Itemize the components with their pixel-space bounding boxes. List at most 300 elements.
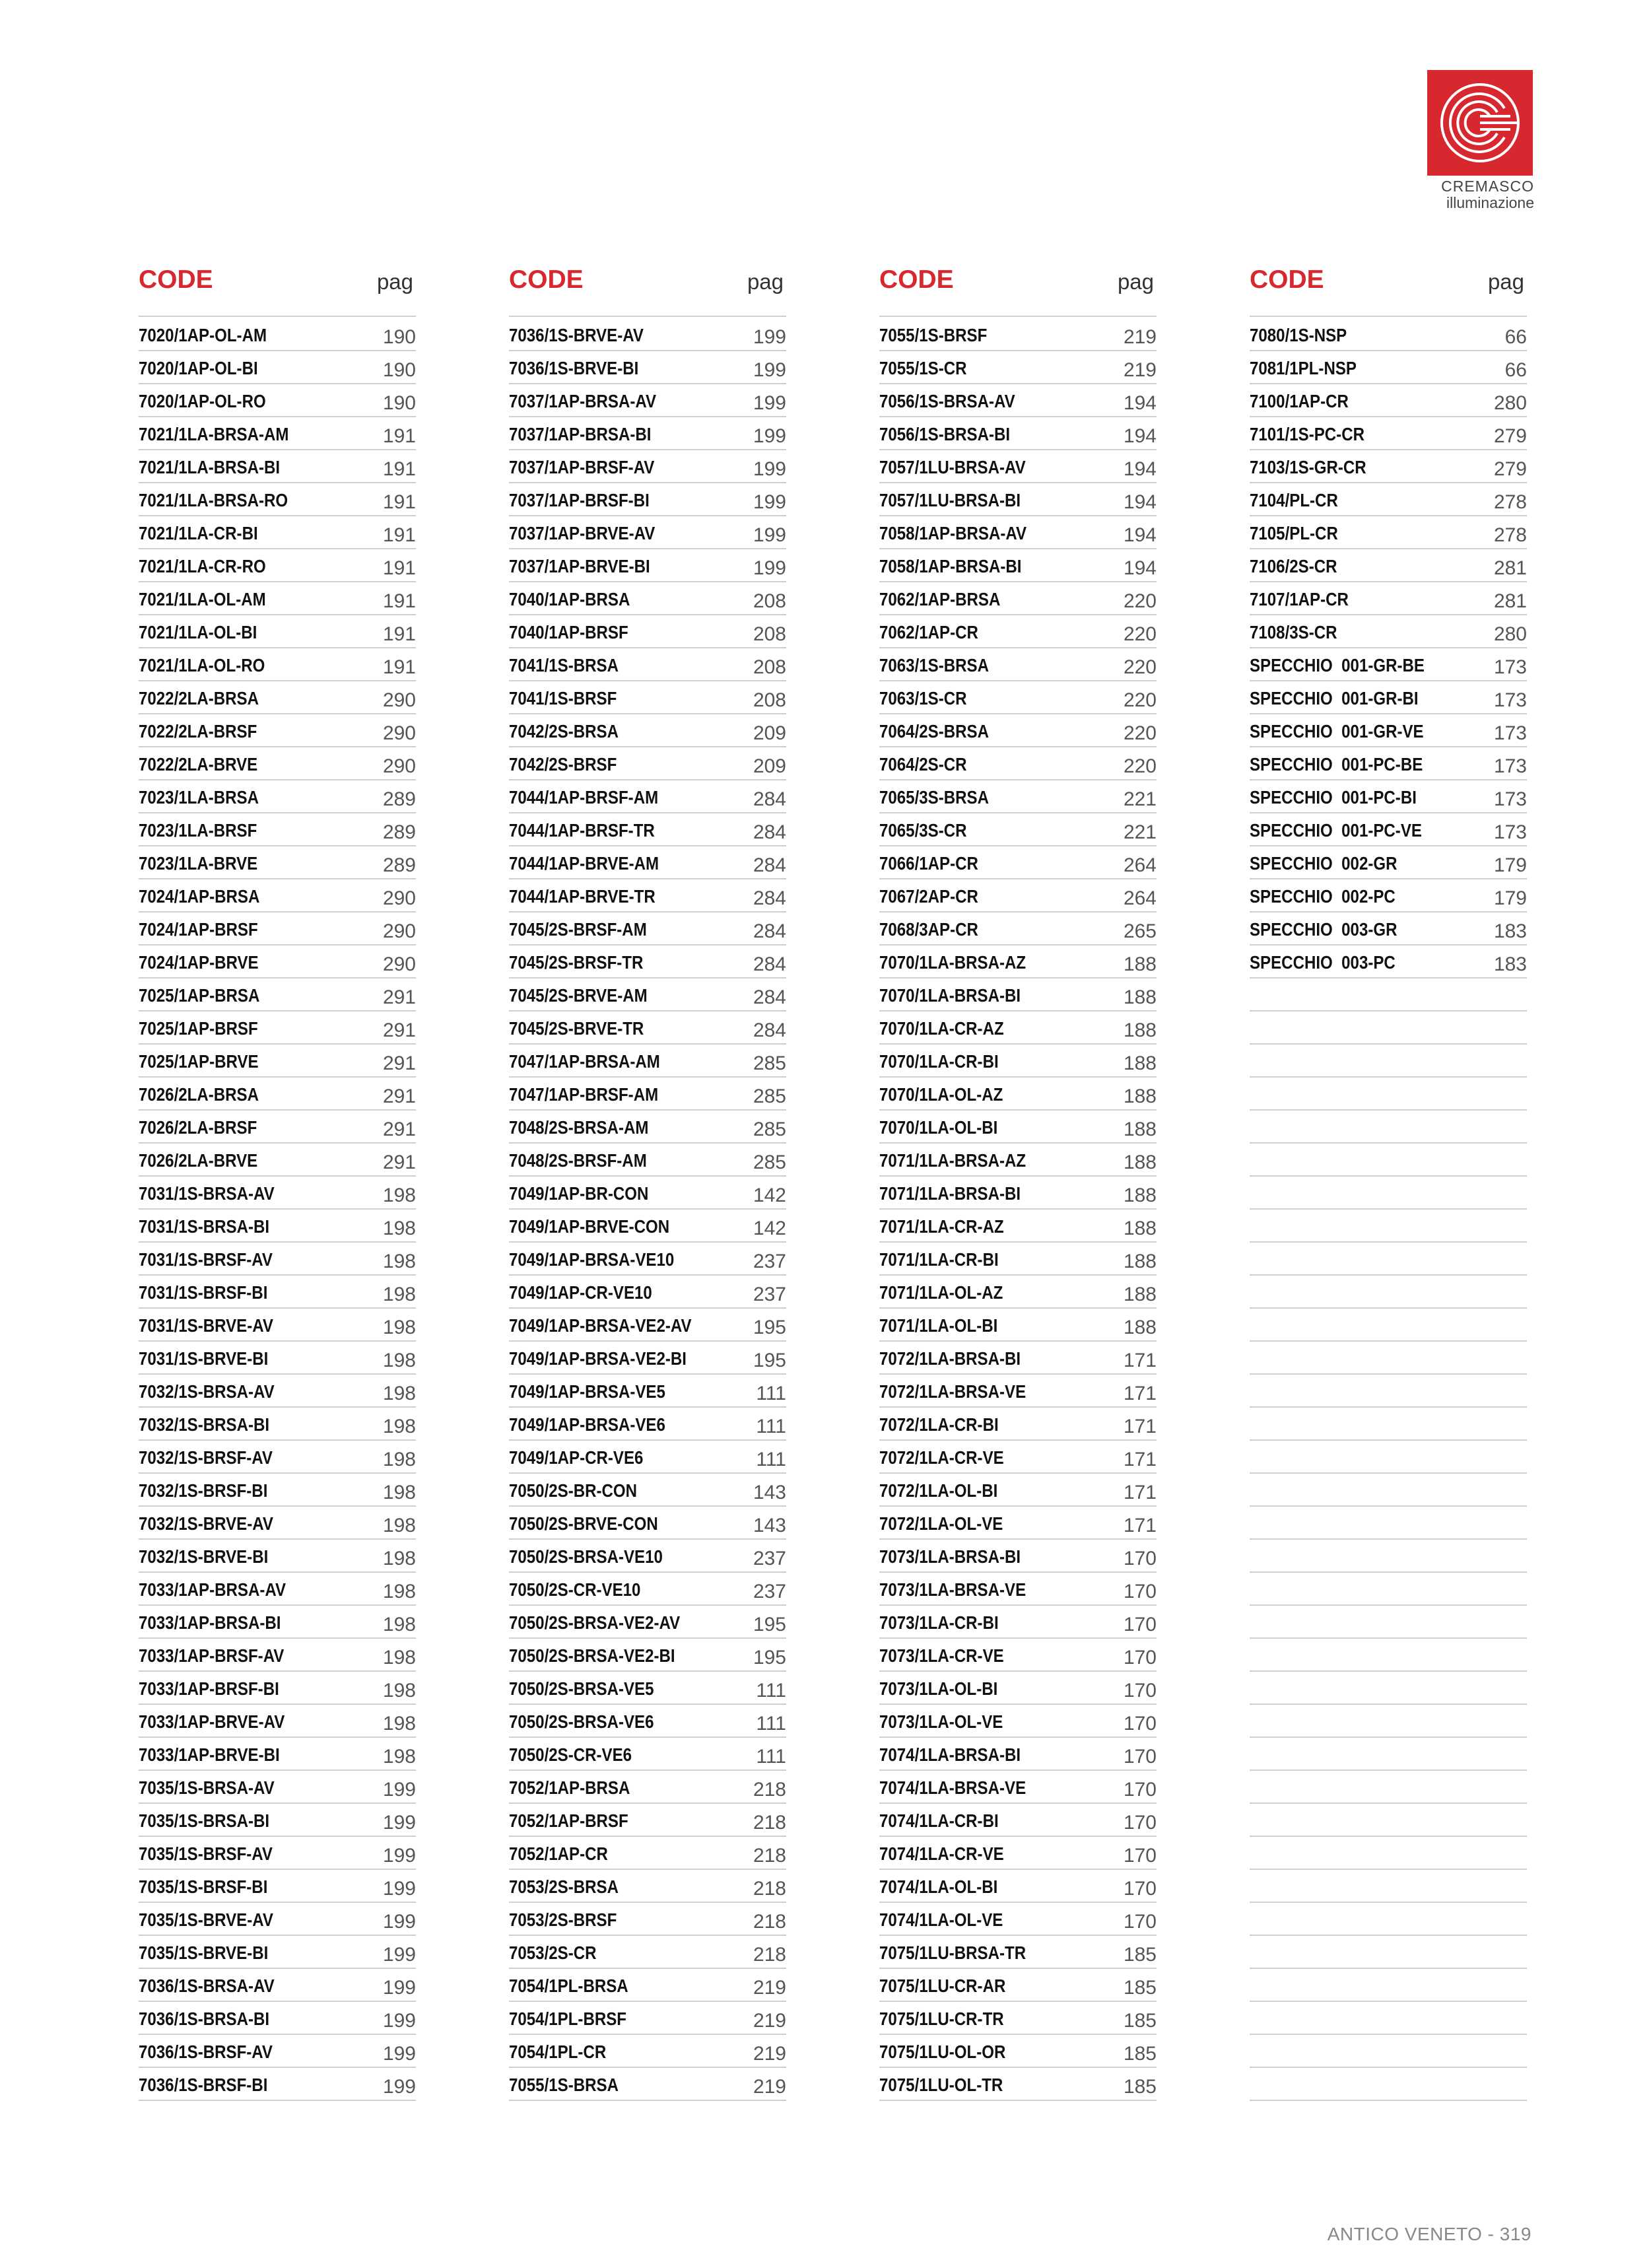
code-row: [1250, 813, 1527, 846]
product-code: 7072/1LA-OL-VE: [879, 1513, 1003, 1534]
page-number: 237: [753, 1251, 786, 1272]
product-code: 7024/1AP-BRVE: [139, 952, 259, 973]
empty-row: [1250, 2035, 1527, 2068]
product-code: SPECCHIO 001-PC-BE: [1250, 754, 1423, 774]
code-row: [879, 1474, 1157, 1507]
column-header: [509, 264, 786, 317]
code-row: [879, 1969, 1157, 2002]
product-code: 7053/2S-CR: [509, 1942, 597, 1963]
code-column-4: [1250, 264, 1527, 2101]
product-code: 7057/1LU-BRSA-BI: [879, 490, 1021, 510]
code-row: [139, 1804, 416, 1837]
page-number: 191: [382, 623, 416, 645]
product-code: 7105/PL-CR: [1250, 523, 1338, 543]
product-code: 7050/2S-BRSA-VE5: [509, 1678, 654, 1699]
product-code: 7071/1LA-CR-AZ: [879, 1216, 1004, 1237]
code-row: [879, 1342, 1157, 1375]
page-number: 220: [1123, 755, 1157, 777]
code-row: [139, 1012, 416, 1045]
product-code: 7070/1LA-OL-BI: [879, 1117, 998, 1138]
page-number: 284: [753, 854, 786, 876]
page-number: 199: [753, 557, 786, 579]
page-number: 198: [382, 1713, 416, 1735]
code-row: [1250, 648, 1527, 681]
code-heading: CODE: [509, 265, 584, 294]
product-code: 7033/1AP-BRVE-AV: [139, 1711, 285, 1732]
product-code: 7067/2AP-CR: [879, 886, 978, 907]
code-heading: CODE: [879, 265, 954, 294]
product-code: 7058/1AP-BRSA-AV: [879, 523, 1027, 543]
product-code: 7045/2S-BRVE-AM: [509, 985, 648, 1006]
page-number: 220: [1123, 689, 1157, 711]
product-code: 7081/1PL-NSP: [1250, 358, 1357, 378]
code-list: [879, 317, 1157, 2101]
empty-row: [1250, 1837, 1527, 1870]
page-number: 278: [1493, 524, 1527, 546]
code-row: [1250, 846, 1527, 879]
product-code: 7045/2S-BRSF-AM: [509, 919, 647, 940]
code-row: [879, 1408, 1157, 1441]
product-code: 7070/1LA-BRSA-AZ: [879, 952, 1026, 973]
product-code: 7049/1AP-BRSA-VE6: [509, 1414, 665, 1435]
code-row: [509, 351, 786, 384]
product-code: 7075/1LU-BRSA-TR: [879, 1942, 1026, 1963]
code-row: [879, 1606, 1157, 1639]
page-number: 191: [382, 458, 416, 480]
product-code: 7022/2LA-BRVE: [139, 754, 258, 774]
page-number: 190: [382, 392, 416, 414]
page-number: 194: [1123, 557, 1157, 579]
empty-row: [1250, 1441, 1527, 1474]
product-code: SPECCHIO 001-GR-BI: [1250, 688, 1419, 708]
product-code: 7071/1LA-BRSA-AZ: [879, 1150, 1026, 1171]
code-row: [139, 2002, 416, 2035]
page-number: 218: [753, 1779, 786, 1801]
page-number: 198: [382, 1350, 416, 1371]
code-row: [139, 384, 416, 417]
product-code: 7049/1AP-BRVE-CON: [509, 1216, 670, 1237]
product-code: 7040/1AP-BRSF: [509, 622, 628, 642]
page-number: 198: [382, 1614, 416, 1635]
page-number: 171: [1123, 1416, 1157, 1437]
page-number: 290: [382, 689, 416, 711]
page-number: 170: [1123, 1911, 1157, 1933]
code-row: [879, 1144, 1157, 1177]
code-row: [139, 1045, 416, 1078]
page-number: 237: [753, 1548, 786, 1569]
product-code: 7073/1LA-CR-VE: [879, 1645, 1004, 1666]
page-number: 290: [382, 887, 416, 909]
product-code: 7035/1S-BRSA-AV: [139, 1777, 275, 1798]
page-number: 190: [382, 359, 416, 381]
product-code: 7073/1LA-BRSA-VE: [879, 1579, 1026, 1600]
code-column-2: [509, 264, 786, 2101]
product-code: 7050/2S-BRVE-CON: [509, 1513, 658, 1534]
code-row: [1250, 450, 1527, 483]
code-row: [879, 2068, 1157, 2101]
page-number: 188: [1123, 1085, 1157, 1107]
code-row: [509, 2035, 786, 2068]
product-code: 7023/1LA-BRSA: [139, 787, 259, 808]
code-row: [139, 483, 416, 516]
code-row: [1250, 945, 1527, 979]
page-heading: pag: [1487, 269, 1524, 294]
product-code: 7071/1LA-OL-AZ: [879, 1282, 1003, 1303]
page-number: 284: [753, 986, 786, 1008]
code-row: [509, 1639, 786, 1672]
empty-row: [1250, 1969, 1527, 2002]
page-number: 284: [753, 920, 786, 942]
page-number: 219: [1123, 326, 1157, 348]
page-number: 290: [382, 920, 416, 942]
code-row: [509, 615, 786, 648]
product-code: 7055/1S-CR: [879, 358, 967, 378]
code-row: [139, 1870, 416, 1903]
code-row: [139, 417, 416, 450]
page-number: 264: [1123, 887, 1157, 909]
code-row: [879, 813, 1157, 846]
page-number: 171: [1123, 1449, 1157, 1470]
product-code: 7020/1AP-OL-RO: [139, 391, 266, 411]
page-number: 285: [753, 1052, 786, 1074]
code-row: [139, 1507, 416, 1540]
product-code: 7021/1LA-CR-BI: [139, 523, 258, 543]
code-column-3: [879, 264, 1157, 2101]
product-code: 7032/1S-BRSF-AV: [139, 1447, 273, 1468]
code-row: [879, 318, 1157, 351]
code-row: [879, 1276, 1157, 1309]
code-row: [139, 582, 416, 615]
product-code: SPECCHIO 001-PC-BI: [1250, 787, 1417, 808]
code-row: [139, 879, 416, 912]
page-number: 199: [753, 524, 786, 546]
product-code: 7070/1LA-OL-AZ: [879, 1084, 1003, 1105]
code-row: [139, 1078, 416, 1111]
code-row: [509, 318, 786, 351]
page-number: 218: [753, 1911, 786, 1933]
code-row: [139, 1408, 416, 1441]
page-number: 170: [1123, 1614, 1157, 1635]
page-number: 171: [1123, 1350, 1157, 1371]
page-number: 173: [1493, 755, 1527, 777]
code-row: [879, 1309, 1157, 1342]
product-code: 7024/1AP-BRSA: [139, 886, 260, 907]
page-number: 285: [753, 1085, 786, 1107]
product-code: 7045/2S-BRSF-TR: [509, 952, 644, 973]
empty-row: [1250, 1408, 1527, 1441]
page-footer: ANTICO VENETO - 319: [1327, 2224, 1531, 2244]
product-code: 7063/1S-CR: [879, 688, 967, 708]
code-row: [879, 1639, 1157, 1672]
product-code: 7036/1S-BRSF-BI: [139, 2075, 268, 2095]
product-code: 7052/1AP-CR: [509, 1843, 608, 1864]
page-number: 188: [1123, 1317, 1157, 1338]
product-code: 7074/1LA-BRSA-BI: [879, 1744, 1021, 1765]
product-code: 7033/1AP-BRSF-BI: [139, 1678, 279, 1699]
product-code: 7048/2S-BRSF-AM: [509, 1150, 647, 1171]
product-code: 7032/1S-BRSF-BI: [139, 1480, 268, 1501]
page-number: 199: [382, 2076, 416, 2098]
code-row: [509, 813, 786, 846]
code-row: [509, 1276, 786, 1309]
code-row: [1250, 384, 1527, 417]
code-row: [879, 549, 1157, 582]
page-number: 185: [1123, 2076, 1157, 2098]
code-row: [879, 582, 1157, 615]
page-number: 199: [753, 326, 786, 348]
page-number: 198: [382, 1647, 416, 1668]
code-row: [139, 1342, 416, 1375]
empty-row: [1250, 1111, 1527, 1144]
product-code: 7036/1S-BRVE-AV: [509, 325, 644, 345]
code-row: [879, 1375, 1157, 1408]
code-row: [509, 780, 786, 813]
page-number: 143: [753, 1482, 786, 1503]
product-code: 7108/3S-CR: [1250, 622, 1337, 642]
product-code: 7026/2LA-BRSF: [139, 1117, 257, 1138]
page-number: 188: [1123, 1019, 1157, 1041]
code-row: [139, 846, 416, 879]
page-number: 170: [1123, 1647, 1157, 1668]
page-number: 188: [1123, 1151, 1157, 1173]
page-number: 209: [753, 722, 786, 744]
empty-row: [1250, 1606, 1527, 1639]
page-number: 66: [1504, 359, 1527, 381]
page-number: 188: [1123, 1218, 1157, 1239]
page-number: 142: [753, 1185, 786, 1206]
product-code: 7025/1AP-BRSA: [139, 985, 260, 1006]
product-code: 7056/1S-BRSA-AV: [879, 391, 1015, 411]
code-row: [1250, 582, 1527, 615]
product-code: 7044/1AP-BRSF-AM: [509, 787, 659, 808]
code-row: [879, 1078, 1157, 1111]
page-number: 209: [753, 755, 786, 777]
code-row: [509, 879, 786, 912]
code-row: [139, 780, 416, 813]
product-code: 7049/1AP-BRSA-VE10: [509, 1249, 675, 1270]
code-row: [509, 1210, 786, 1243]
code-row: [879, 747, 1157, 780]
page-number: 111: [756, 1416, 786, 1437]
page-number: 170: [1123, 1779, 1157, 1801]
code-row: [139, 912, 416, 945]
page-number: 170: [1123, 1878, 1157, 1900]
product-code: 7033/1AP-BRVE-BI: [139, 1744, 280, 1765]
page-number: 183: [1493, 953, 1527, 975]
product-code: 7073/1LA-BRSA-BI: [879, 1546, 1021, 1567]
code-row: [139, 615, 416, 648]
page-number: 199: [382, 1911, 416, 1933]
page-number: 290: [382, 755, 416, 777]
page-number: 199: [753, 425, 786, 447]
page-number: 170: [1123, 1746, 1157, 1768]
empty-row: [1250, 1936, 1527, 1969]
code-row: [139, 1936, 416, 1969]
code-row: [139, 1771, 416, 1804]
product-code: 7021/1LA-OL-BI: [139, 622, 257, 642]
code-row: [509, 1342, 786, 1375]
page-number: 171: [1123, 1515, 1157, 1536]
page-number: 185: [1123, 1977, 1157, 1999]
code-row: [879, 1540, 1157, 1573]
product-code: SPECCHIO 003-GR: [1250, 919, 1397, 940]
product-code: 7107/1AP-CR: [1250, 589, 1349, 609]
code-row: [139, 1276, 416, 1309]
page-number: 170: [1123, 1812, 1157, 1834]
page-number: 289: [382, 854, 416, 876]
code-row: [509, 450, 786, 483]
code-row: [139, 1837, 416, 1870]
product-code: 7042/2S-BRSA: [509, 721, 619, 741]
product-code: 7031/1S-BRSA-BI: [139, 1216, 270, 1237]
product-code: 7066/1AP-CR: [879, 853, 978, 874]
page-number: 284: [753, 887, 786, 909]
code-row: [139, 1111, 416, 1144]
empty-row: [1250, 1870, 1527, 1903]
empty-row: [1250, 1243, 1527, 1276]
code-row: [879, 780, 1157, 813]
page-number: 194: [1123, 458, 1157, 480]
page-number: 111: [756, 1383, 786, 1404]
code-row: [509, 417, 786, 450]
empty-row: [1250, 1375, 1527, 1408]
page-number: 198: [382, 1317, 416, 1338]
empty-row: [1250, 1045, 1527, 1078]
code-row: [879, 1045, 1157, 1078]
empty-row: [1250, 1210, 1527, 1243]
product-code: 7036/1S-BRVE-BI: [509, 358, 639, 378]
product-code: 7073/1LA-OL-BI: [879, 1678, 998, 1699]
code-row: [509, 1969, 786, 2002]
product-code: 7042/2S-BRSF: [509, 754, 617, 774]
page-number: 219: [1123, 359, 1157, 381]
code-row: [509, 945, 786, 979]
code-row: [139, 648, 416, 681]
product-code: 7056/1S-BRSA-BI: [879, 424, 1011, 444]
page-number: 194: [1123, 524, 1157, 546]
code-row: [139, 1672, 416, 1705]
page-heading: pag: [1117, 269, 1154, 294]
page-number: 284: [753, 821, 786, 843]
code-row: [139, 1540, 416, 1573]
code-row: [879, 516, 1157, 549]
code-row: [509, 1507, 786, 1540]
page-number: 221: [1123, 788, 1157, 810]
code-row: [509, 1441, 786, 1474]
code-list: [139, 317, 416, 2101]
page-number: 208: [753, 623, 786, 645]
empty-row: [1250, 1771, 1527, 1804]
page-number: 198: [382, 1284, 416, 1305]
product-code: 7063/1S-BRSA: [879, 655, 989, 675]
code-row: [139, 747, 416, 780]
product-code: SPECCHIO 001-GR-BE: [1250, 655, 1425, 675]
page-number: 111: [756, 1746, 786, 1768]
code-row: [509, 1837, 786, 1870]
code-row: [879, 1804, 1157, 1837]
page-number: 281: [1493, 557, 1527, 579]
page-number: 198: [382, 1185, 416, 1206]
page-number: 111: [756, 1680, 786, 1701]
product-code: 7021/1LA-CR-RO: [139, 556, 266, 576]
page-number: 291: [382, 1151, 416, 1173]
product-code: 7032/1S-BRVE-BI: [139, 1546, 269, 1567]
code-row: [1250, 549, 1527, 582]
product-code: 7073/1LA-OL-VE: [879, 1711, 1003, 1732]
product-code: 7040/1AP-BRSA: [509, 589, 630, 609]
code-row: [139, 450, 416, 483]
page-number: 170: [1123, 1713, 1157, 1735]
page-number: 194: [1123, 425, 1157, 447]
page-number: 278: [1493, 491, 1527, 513]
brand-subtitle: illuminazione: [1446, 194, 1534, 211]
product-code: 7071/1LA-BRSA-BI: [879, 1183, 1021, 1204]
code-row: [879, 648, 1157, 681]
code-row: [509, 714, 786, 747]
product-code: 7033/1AP-BRSA-BI: [139, 1612, 281, 1633]
page-number: 290: [382, 953, 416, 975]
code-row: [1250, 780, 1527, 813]
product-code: SPECCHIO 001-GR-VE: [1250, 721, 1424, 741]
page-number: 170: [1123, 1581, 1157, 1602]
code-row: [509, 1144, 786, 1177]
code-row: [139, 1243, 416, 1276]
page-number: 188: [1123, 1052, 1157, 1074]
product-code: 7054/1PL-CR: [509, 2042, 607, 2062]
page-number: 198: [382, 1449, 416, 1470]
page-number: 280: [1493, 623, 1527, 645]
code-row: [879, 846, 1157, 879]
product-code: 7070/1LA-BRSA-BI: [879, 985, 1021, 1006]
empty-row: [1250, 1474, 1527, 1507]
product-code: 7021/1LA-OL-AM: [139, 589, 266, 609]
code-row: [509, 1012, 786, 1045]
product-code: 7031/1S-BRVE-BI: [139, 1348, 269, 1369]
empty-row: [1250, 1177, 1527, 1210]
page-number: 198: [382, 1383, 416, 1404]
cremasco-c-logo-icon: [1427, 70, 1533, 176]
brand-logo: [1427, 70, 1533, 176]
empty-row: [1250, 1573, 1527, 1606]
code-row: [139, 1639, 416, 1672]
code-row: [139, 979, 416, 1012]
code-row: [509, 1573, 786, 1606]
code-row: [509, 2068, 786, 2101]
page-number: 195: [753, 1317, 786, 1338]
product-code: 7065/3S-BRSA: [879, 787, 989, 808]
product-code: 7035/1S-BRSF-BI: [139, 1876, 268, 1897]
page-number: 199: [753, 359, 786, 381]
empty-row: [1250, 1738, 1527, 1771]
product-code: 7048/2S-BRSA-AM: [509, 1117, 649, 1138]
code-row: [509, 1375, 786, 1408]
code-row: [509, 2002, 786, 2035]
product-code: 7103/1S-GR-CR: [1250, 457, 1366, 477]
product-code: 7023/1LA-BRSF: [139, 820, 257, 841]
code-row: [509, 1177, 786, 1210]
code-row: [879, 1771, 1157, 1804]
product-code: 7074/1LA-CR-BI: [879, 1810, 999, 1831]
page-number: 194: [1123, 392, 1157, 414]
code-row: [139, 1441, 416, 1474]
code-row: [509, 648, 786, 681]
page-number: 198: [382, 1680, 416, 1701]
page-number: 279: [1493, 458, 1527, 480]
code-row: [509, 1078, 786, 1111]
product-code: 7049/1AP-BRSA-VE2-BI: [509, 1348, 687, 1369]
empty-row: [1250, 1705, 1527, 1738]
product-code: 7022/2LA-BRSA: [139, 688, 259, 708]
